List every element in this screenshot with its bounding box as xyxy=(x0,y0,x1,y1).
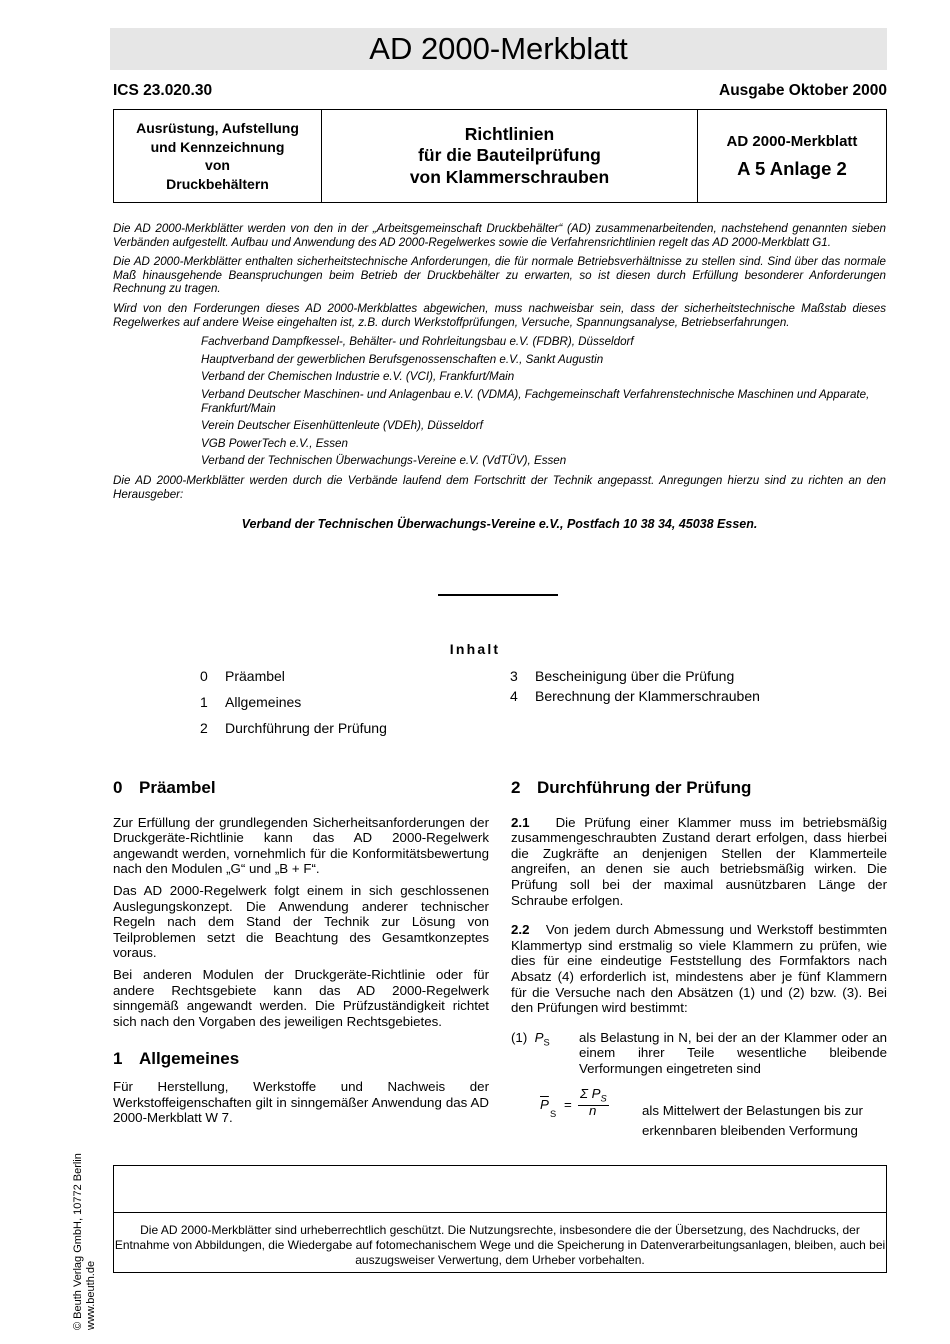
toc-entry[interactable] xyxy=(200,694,301,710)
definition-item: (1) $P_S$ als Belastung in N, bei der an der Klammer oder an einem ihrer Teile wesentliche bleibende Verformungen eingetreten sind xyxy=(511,1029,887,1076)
association-list xyxy=(201,335,886,468)
toc-number: 0 xyxy=(200,668,208,684)
copyright-notice: Die AD 2000-Merkblätter sind urheberrechtlich geschützt. Die Nutzungsrechte, insbesondere die der Übersetzung, des Nachdrucks, der Entnahme von Abbildungen, die Wiedergabe auf fotomechanischem Wege und die Speicherung in Datenverarbeitungsanlagen, bleiben, auch bei auszugsweiser Verwertung, dem Urheber vorbehalten. xyxy=(114,1212,886,1268)
divider xyxy=(438,594,558,596)
toc-label: Bescheinigung über die Prüfung xyxy=(535,668,735,684)
header-box xyxy=(113,109,887,203)
copyright-box xyxy=(113,1165,887,1273)
association-item: Verband der Technischen Überwachungs-Vereine e.V. (VdTÜV), Essen xyxy=(201,454,567,468)
publisher-address: Verband der Technischen Überwachungs-Vereine e.V., Postfach 10 38 34, 45038 Essen. xyxy=(241,517,758,532)
edition-date: Ausgabe Oktober 2000 xyxy=(719,82,887,99)
left-column xyxy=(113,780,489,1132)
code-label: AD 2000-Merkblatt xyxy=(726,132,858,150)
document-title-cell xyxy=(322,110,698,202)
intro-paragraph: Die AD 2000-Merkblätter werden durch die Verbände laufend dem Fortschritt der Technik angepasst. Anregungen hierzu sind zu richten an den Herausgeber: xyxy=(113,473,886,501)
title-line: Richtlinien xyxy=(464,123,555,144)
code-value: A 5 Anlage 2 xyxy=(737,157,847,179)
title-line: von Klammerschrauben xyxy=(409,166,610,187)
section-paragraph: Zur Erfüllung der grundlegenden Sicherheitsanforderungen der Druckgeräte-Richtlinie kann das AD 2000-Regelwerk angewandt werden, vornehmlich für die Konformitätsbewertung nach den Modulen „G“ und „B + F“. xyxy=(113,814,489,877)
toc-label: Durchführung der Prüfung xyxy=(225,720,387,736)
section-heading: 2 Durchführung der Prüfung xyxy=(511,778,752,797)
section-paragraph: Das AD 2000-Regelwerk folgt einem in sich geschlossenen Auslegungskonzept. Die Anwendung anderer technischer Regeln nach dem Stand der Technik zur Lösung von Teilproblemen setzt die Beachtung des Gesamtkonzeptes voraus. xyxy=(113,882,489,961)
association-item: Verband der Chemischen Industrie e.V. (VCI), Frankfurt/Main xyxy=(201,370,515,384)
category-cell xyxy=(114,110,322,202)
toc-entry[interactable] xyxy=(510,668,734,684)
intro-paragraph: Die AD 2000-Merkblätter werden von den in der „Arbeitsgemeinschaft Druckbehälter“ (AD) zusammenarbeitenden, nachstehend genannten sieben Verbänden aufgestellt. Aufbau und Anwendung des AD 2000-Regelwerkes sowie die Verfahrensrichtlinien regelt das AD 2000-Merkblatt G1. xyxy=(113,222,886,249)
category-line: Ausrüstung, Aufstellung xyxy=(136,120,299,136)
document-code-cell xyxy=(698,110,886,202)
category-line: und Kennzeichnung xyxy=(150,138,285,155)
toc-number: 3 xyxy=(510,668,518,684)
association-item: VGB PowerTech e.V., Essen xyxy=(201,436,348,450)
mean-value-formula: $\overline{P}$ S = Σ $P_S$ n als Mittelwert der Belastungen bis zur erkennbaren bleibenden Verformung xyxy=(540,1085,863,1138)
category-line: von xyxy=(205,157,230,173)
section-heading: 1 Allgemeines xyxy=(113,1049,240,1069)
toc-entry[interactable] xyxy=(510,688,760,704)
publisher-imprint: © Beuth Verlag GmbH, 10772 Berlin www.beuth.de xyxy=(72,1153,97,1330)
intro-paragraph: Wird von den Forderungen dieses AD 2000-Merkblattes abgewichen, muss nachweisbar sein, dass der sicherheitstechnische Maßstab dieses Regelwerkes auf andere Weise eingehalten ist, z.B. durch Werkstoffprüfungen, Versuche, Spannungsanalyse, Betriebserfahrungen. xyxy=(113,301,886,329)
intro-paragraph: Die AD 2000-Merkblätter enthalten sicherheitstechnische Anforderungen, die für normale Betriebsverhältnisse zu stellen sind. Sind über das normale Maß hinausgehende Beanspruchungen beim Betrieb der Druckbehälter zu erwarten, so ist diesen durch Erfüllung besonderer Anforderungen Rechnung zu tragen. xyxy=(113,255,886,296)
association-item: Fachverband Dampfkessel-, Behälter- und Rohrleitungsbau e.V. (FDBR), Düsseldorf xyxy=(201,335,634,349)
association-item: Hauptverband der gewerblichen Berufsgenossenschaften e.V., Sankt Augustin xyxy=(201,352,604,366)
toc-label: Berechnung der Klammerschrauben xyxy=(535,688,760,704)
toc-number: 4 xyxy=(510,688,518,704)
intro-section xyxy=(113,222,886,532)
section-heading: 0 Präambel xyxy=(113,778,216,797)
toc-label: Allgemeines xyxy=(225,694,302,710)
toc-title: Inhalt xyxy=(449,641,501,657)
section-paragraph: Für Herstellung, Werkstoffe und Nachweis der Werkstoffeigenschaften gilt in sinngemäßer Anwendung das AD 2000-Merkblatt W 7. xyxy=(113,1078,489,1126)
association-item: Verband Deutscher Maschinen- und Anlagenbau e.V. (VDMA), Fachgemeinschaft Verfahrenstechnische Maschinen und Apparate, Frankfurt/Main xyxy=(201,387,870,415)
right-column xyxy=(511,780,887,1141)
toc-number: 2 xyxy=(200,720,208,736)
association-item: Verein Deutscher Eisenhüttenleute (VDEh), Düsseldorf xyxy=(201,419,483,433)
toc-entry[interactable] xyxy=(200,720,387,736)
section-paragraph: Bei anderen Modulen der Druckgeräte-Richtlinie oder für andere Rechtsgebiete kann das AD 2000-Regelwerk sinngemäß angewandt werden. Die Prüfzuständigkeit richtet sich nach den Vorgaben des jeweiligen Rechtsgebietes. xyxy=(113,966,489,1029)
section-paragraph: 2.1 Die Prüfung einer Klammer muss im betriebsmäßig zusammengeschraubten Zustand derart erfolgen, dass hierbei die Zugkräfte an denjenigen Stellen der Klammerteile angreifen, an denen sie auch betriebsmäßig wirken. Die Prüfung soll bei der maximal ausnützbaren Länge der Schraube erfolgen. xyxy=(511,814,887,908)
document-banner: AD 2000-Merkblatt xyxy=(110,28,887,70)
toc-entry[interactable] xyxy=(200,668,285,684)
title-line: für die Bauteilprüfung xyxy=(418,145,601,166)
section-paragraph: 2.2 Von jedem durch Abmessung und Werkstoff bestimmten Klammertyp sind erstmalig so viele Klammern zu prüfen, wie dies für eine eindeutige Feststellung des Formfaktors nach Absatz (4) erforderlich ist, mindestens aber je fünf Klammern für die Versuche nach den Absätzen (1) und (2) bzw. (3). Bei den Prüfungen wird bestimmt: xyxy=(511,922,887,1016)
category-line: Druckbehältern xyxy=(166,175,269,192)
ics-code: ICS 23.020.30 xyxy=(113,82,213,99)
toc-label: Präambel xyxy=(225,668,285,684)
toc-number: 1 xyxy=(200,694,208,710)
